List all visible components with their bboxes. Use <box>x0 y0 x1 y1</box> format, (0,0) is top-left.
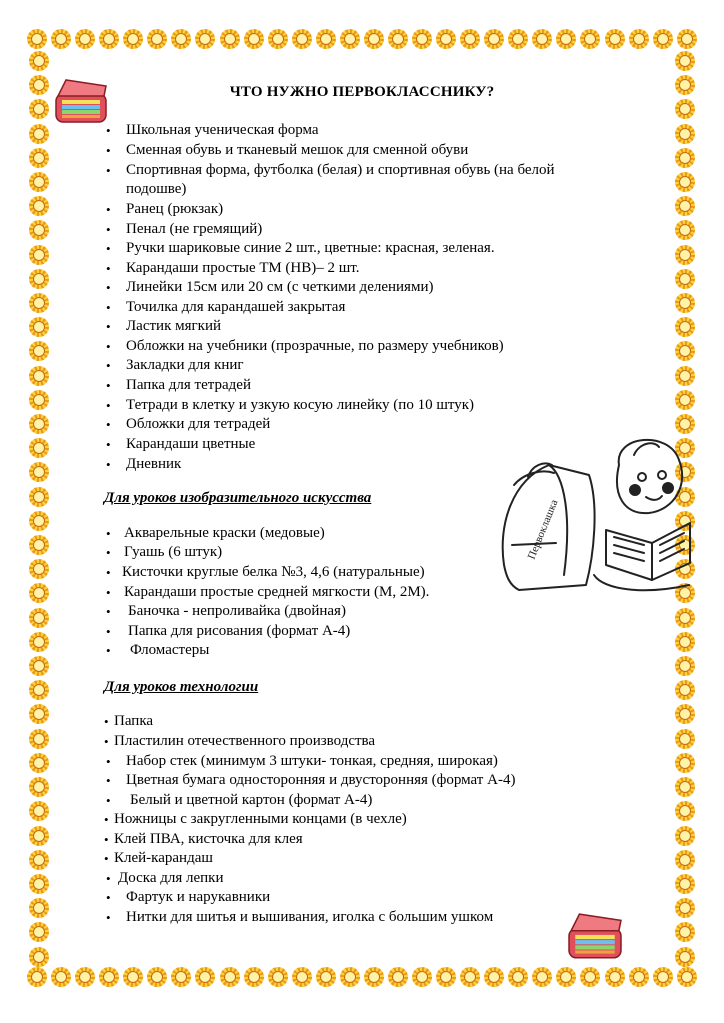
bullet-icon: • <box>106 398 111 413</box>
bullet-icon: • <box>104 851 109 866</box>
sun-border-icon <box>411 966 433 988</box>
sun-border-icon <box>674 946 696 968</box>
sun-border-icon <box>170 966 192 988</box>
sun-border-icon <box>315 28 337 50</box>
list-item: Ластик мягкий <box>126 318 221 334</box>
bullet-icon: • <box>106 754 111 769</box>
sun-border-icon <box>28 558 50 580</box>
sun-border-icon <box>28 486 50 508</box>
sun-border-icon <box>674 340 696 362</box>
list-item: Закладки для книг <box>126 357 244 373</box>
sun-border-icon <box>28 171 50 193</box>
sun-border-icon <box>98 966 120 988</box>
list-item: Тетради в клетку и узкую косую линейку (по 10 штук) <box>126 397 475 413</box>
sun-border-icon <box>363 28 385 50</box>
bullet-icon: • <box>106 565 111 580</box>
bullet-icon: • <box>106 437 111 452</box>
sun-border-icon <box>28 728 50 750</box>
sun-border-icon <box>459 28 481 50</box>
sun-border-icon <box>674 50 696 72</box>
sun-border-icon <box>555 28 577 50</box>
list-item: Папка <box>114 713 154 729</box>
sun-border-icon <box>411 28 433 50</box>
bullet-icon: • <box>106 241 111 256</box>
bottom-border <box>26 966 698 990</box>
sun-border-icon <box>674 825 696 847</box>
sun-border-icon <box>674 776 696 798</box>
sun-border-icon <box>28 946 50 968</box>
sun-border-icon <box>28 897 50 919</box>
bullet-icon: • <box>106 624 111 639</box>
sun-border-icon <box>28 413 50 435</box>
bullet-icon: • <box>106 793 111 808</box>
list-item: Карандаши простые средней мягкости (М, 2М). <box>124 584 430 600</box>
bullet-icon: • <box>106 358 111 373</box>
sun-border-icon <box>28 219 50 241</box>
sun-border-icon <box>28 50 50 72</box>
list-item: Набор стек (минимум 3 штуки- тонкая, средняя, широкая) <box>126 753 498 769</box>
sun-border-icon <box>674 873 696 895</box>
sun-border-icon <box>122 966 144 988</box>
list-item: Ручки шариковые синие 2 шт., цветные: красная, зеленая. <box>126 240 495 256</box>
list-item: Сменная обувь и тканевый мешок для сменной обуви <box>126 142 469 158</box>
list-item: Фартук и нарукавники <box>126 889 271 905</box>
bullet-icon: • <box>104 734 109 749</box>
list-item: Фломастеры <box>130 642 210 658</box>
sun-border-icon <box>28 655 50 677</box>
bullet-icon: • <box>106 339 111 354</box>
sun-border-icon <box>363 966 385 988</box>
sun-border-icon <box>291 966 313 988</box>
sun-border-icon <box>674 728 696 750</box>
bullet-icon: • <box>106 773 111 788</box>
list-item: Ножницы с закругленными концами (в чехле) <box>114 811 407 827</box>
sun-border-icon <box>28 195 50 217</box>
sun-border-icon <box>674 219 696 241</box>
list-item: Карандаши простые ТМ (НВ)– 2 шт. <box>126 260 360 276</box>
sun-border-icon <box>28 244 50 266</box>
bullet-icon: • <box>106 261 111 276</box>
list-item: Цветная бумага односторонняя и двусторонняя (формат А-4) <box>126 772 516 788</box>
pencil-case-icon <box>564 910 626 964</box>
sun-border-icon <box>674 195 696 217</box>
sun-border-icon <box>28 752 50 774</box>
sun-border-icon <box>435 966 457 988</box>
list-item: Обложки на учебники (прозрачные, по размеру учебников) <box>126 338 504 354</box>
sun-border-icon <box>674 268 696 290</box>
sun-border-icon <box>50 28 72 50</box>
sun-border-icon <box>28 800 50 822</box>
list-item-continuation: подошве) <box>126 181 187 197</box>
bullet-icon: • <box>106 143 111 158</box>
sun-border-icon <box>674 800 696 822</box>
sun-border-icon <box>674 679 696 701</box>
sun-border-icon <box>674 849 696 871</box>
sun-border-icon <box>531 28 553 50</box>
sun-border-icon <box>507 966 529 988</box>
sun-border-icon <box>604 28 626 50</box>
sun-border-icon <box>674 389 696 411</box>
sun-border-icon <box>98 28 120 50</box>
list-item: Точилка для карандашей закрытая <box>126 299 346 315</box>
sun-border-icon <box>74 966 96 988</box>
sun-border-icon <box>219 28 241 50</box>
left-border <box>28 50 52 968</box>
sun-border-icon <box>674 365 696 387</box>
list-item: Папка для тетрадей <box>126 377 251 393</box>
sun-border-icon <box>28 607 50 629</box>
sun-border-icon <box>243 966 265 988</box>
list-item: Клей-карандаш <box>114 850 213 866</box>
sun-border-icon <box>28 703 50 725</box>
list-item: Акварельные краски (медовые) <box>124 525 325 541</box>
sun-border-icon <box>50 966 72 988</box>
list-item: Пенал (не гремящий) <box>126 221 263 237</box>
sun-border-icon <box>387 966 409 988</box>
bullet-icon: • <box>106 890 111 905</box>
sun-border-icon <box>674 752 696 774</box>
bullet-icon: • <box>106 123 111 138</box>
sun-border-icon <box>674 897 696 919</box>
bullet-icon: • <box>106 457 111 472</box>
sun-border-icon <box>579 28 601 50</box>
sun-border-icon <box>555 966 577 988</box>
sun-border-icon <box>674 921 696 943</box>
bullet-icon: • <box>106 643 111 658</box>
book-cover-text: Первоклашка <box>525 498 561 562</box>
sun-border-icon <box>387 28 409 50</box>
sun-border-icon <box>674 123 696 145</box>
bullet-icon: • <box>104 714 109 729</box>
sun-border-icon <box>28 921 50 943</box>
list-item: Гуашь (6 штук) <box>124 544 223 560</box>
list-item: Клей ПВА, кисточка для клея <box>114 831 303 847</box>
sun-border-icon <box>674 244 696 266</box>
sun-border-icon <box>28 147 50 169</box>
sun-border-icon <box>315 966 337 988</box>
list-item: Папка для рисования (формат А-4) <box>128 623 351 639</box>
bullet-icon: • <box>106 300 111 315</box>
sun-border-icon <box>267 966 289 988</box>
sun-border-icon <box>674 607 696 629</box>
list-item: Нитки для шитья и вышивания, иголка с большим ушком <box>126 909 494 925</box>
sun-border-icon <box>674 631 696 653</box>
list-item: Обложки для тетрадей <box>126 416 271 432</box>
bullet-icon: • <box>106 585 111 600</box>
bullet-icon: • <box>106 319 111 334</box>
sun-border-icon <box>146 966 168 988</box>
sun-border-icon <box>26 28 48 50</box>
sun-border-icon <box>74 28 96 50</box>
bullet-icon: • <box>104 812 109 827</box>
bullet-icon: • <box>104 832 109 847</box>
list-item: Баночка - непроливайка (двойная) <box>128 603 346 619</box>
tech-section-heading: Для уроков технологии <box>104 679 259 695</box>
sun-border-icon <box>652 966 674 988</box>
list-item: Спортивная форма, футболка (белая) и спортивная обувь (на белой <box>126 162 555 178</box>
sun-border-icon <box>507 28 529 50</box>
sun-border-icon <box>459 966 481 988</box>
sun-border-icon <box>194 28 216 50</box>
sun-border-icon <box>28 292 50 314</box>
sun-border-icon <box>628 966 650 988</box>
bullet-icon: • <box>106 604 111 619</box>
bullet-icon: • <box>106 417 111 432</box>
sun-border-icon <box>674 147 696 169</box>
sun-border-icon <box>194 966 216 988</box>
sun-border-icon <box>339 966 361 988</box>
sun-border-icon <box>28 123 50 145</box>
sun-border-icon <box>674 316 696 338</box>
bullet-icon: • <box>106 202 111 217</box>
bullet-icon: • <box>106 280 111 295</box>
sun-border-icon <box>676 966 698 988</box>
sun-border-icon <box>28 461 50 483</box>
sun-border-icon <box>28 631 50 653</box>
list-item: Кисточки круглые белка №3, 4,6 (натуральные) <box>122 564 425 580</box>
list-item: Дневник <box>126 456 182 472</box>
sun-border-icon <box>291 28 313 50</box>
bullet-icon: • <box>106 545 111 560</box>
list-item: Белый и цветной картон (формат А-4) <box>130 792 373 808</box>
sun-border-icon <box>28 340 50 362</box>
sun-border-icon <box>28 365 50 387</box>
child-reading-illustration <box>494 425 694 600</box>
sun-border-icon <box>28 679 50 701</box>
bullet-icon: • <box>106 163 111 178</box>
sun-border-icon <box>28 316 50 338</box>
sun-border-icon <box>243 28 265 50</box>
list-item: Линейки 15см или 20 см (с четкими делениями) <box>126 279 434 295</box>
list-item: Карандаши цветные <box>126 436 256 452</box>
sun-border-icon <box>339 28 361 50</box>
sun-border-icon <box>579 966 601 988</box>
sun-border-icon <box>28 849 50 871</box>
top-border <box>26 28 698 52</box>
sun-border-icon <box>146 28 168 50</box>
bullet-icon: • <box>106 871 111 886</box>
sun-border-icon <box>674 171 696 193</box>
sun-border-icon <box>26 966 48 988</box>
sun-border-icon <box>674 703 696 725</box>
page-title: ЧТО НУЖНО ПЕРВОКЛАССНИКУ? <box>229 84 495 100</box>
bullet-icon: • <box>106 378 111 393</box>
sun-border-icon <box>28 98 50 120</box>
bullet-icon: • <box>106 910 111 925</box>
sun-border-icon <box>219 966 241 988</box>
list-item: Пластилин отечественного производства <box>114 733 376 749</box>
sun-border-icon <box>531 966 553 988</box>
bullet-icon: • <box>106 222 111 237</box>
sun-border-icon <box>28 534 50 556</box>
sun-border-icon <box>674 655 696 677</box>
sun-border-icon <box>674 292 696 314</box>
list-item: Школьная ученическая форма <box>126 122 319 138</box>
sun-border-icon <box>267 28 289 50</box>
sun-border-icon <box>674 98 696 120</box>
list-item: Ранец (рюкзак) <box>126 201 224 217</box>
sun-border-icon <box>483 966 505 988</box>
sun-border-icon <box>28 389 50 411</box>
bullet-icon: • <box>106 526 111 541</box>
art-section-heading: Для уроков изобразительного искусства <box>104 490 372 506</box>
sun-border-icon <box>28 268 50 290</box>
sun-border-icon <box>28 510 50 532</box>
list-item: Доска для лепки <box>118 870 224 886</box>
sun-border-icon <box>483 28 505 50</box>
sun-border-icon <box>652 28 674 50</box>
sun-border-icon <box>28 437 50 459</box>
sun-border-icon <box>435 28 457 50</box>
sun-border-icon <box>628 28 650 50</box>
sun-border-icon <box>28 776 50 798</box>
sun-border-icon <box>28 825 50 847</box>
sun-border-icon <box>604 966 626 988</box>
sun-border-icon <box>28 582 50 604</box>
sun-border-icon <box>28 873 50 895</box>
sun-border-icon <box>170 28 192 50</box>
sun-border-icon <box>676 28 698 50</box>
sun-border-icon <box>122 28 144 50</box>
